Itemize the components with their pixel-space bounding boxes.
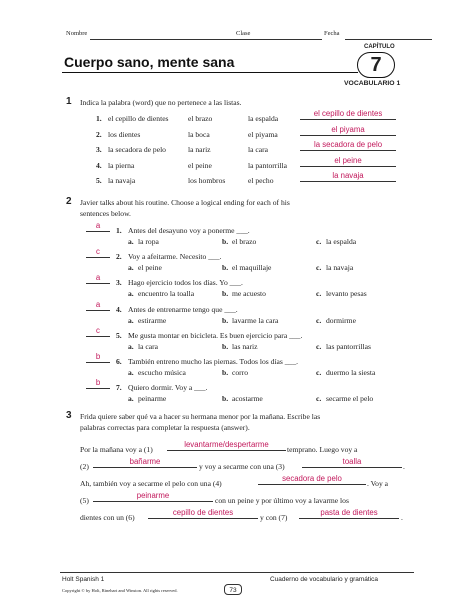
item-text: Voy a afeitarme. Necesito ___. [128,252,222,262]
option-c: la espalda [326,237,357,246]
answer-blank-2[interactable] [93,458,197,468]
option-a-label: a. [128,315,134,325]
option-a: peinarme [138,394,167,404]
option-b: me acuesto [232,289,266,299]
nombre-label: Nombre [66,30,88,37]
word-b: la boca [188,129,210,139]
answer-letter: a [95,299,101,309]
word-a: la navaja [108,176,136,185]
answer-blank[interactable] [300,126,396,136]
section2-instruction-2: sentences below. [80,209,131,218]
answer-text: la secadora de pelo [313,140,383,149]
word-c: la pantorrilla [248,160,288,170]
word-c: la cara [248,145,269,154]
section3-number: 3 [66,410,72,421]
page-number-badge [224,584,242,595]
option-c-label: c. [316,394,322,404]
word-c: el piyama [248,129,278,139]
item-number: 4. [116,304,122,314]
answer-text: el peine [334,155,362,165]
answer-text: la navaja [332,171,364,180]
row-number: 1. [96,114,102,123]
answer-blank[interactable] [86,379,110,389]
option-a: encuentro la toalla [138,289,195,299]
option-a-label: a. [128,368,134,377]
option-a-label: a. [128,237,134,246]
option-c: secarme el pelo [326,394,374,404]
row-number: 5. [96,176,102,185]
answer-letter: c [96,247,100,257]
option-b: el maquillaje [232,263,272,273]
nombre-line[interactable] [90,39,262,40]
option-b: las nariz [232,341,258,351]
answer-letter: b [95,352,101,361]
answer-blank[interactable] [86,353,110,363]
row-number: 3. [96,145,102,154]
footer-rule [60,572,414,573]
option-c-label: c. [316,289,322,299]
answer-blank-5[interactable] [93,492,213,502]
answer-blank-4[interactable] [258,475,366,485]
answer-letter: a [95,221,101,230]
option-a: escucho música [138,368,186,377]
passage-line2-c: . [403,462,405,471]
item-number: 6. [116,357,122,366]
word-a: los dientes [108,129,141,139]
answer-1: levantarme/despertarme [184,440,269,449]
option-a-label: a. [128,394,134,404]
answer-4: secadora de pelo [282,474,342,483]
option-b: lavarme la cara [232,315,279,325]
footer-workbook: Cuaderno de vocabulario y gramática [270,576,379,583]
answer-blank-3[interactable] [302,458,402,468]
option-c: las pantorrillas [326,341,371,351]
passage-line4-a: (5) [80,496,89,505]
row-number: 4. [96,160,102,170]
option-c-label: c. [316,368,322,377]
option-a: el peine [138,263,162,273]
answer-blank[interactable] [300,172,396,182]
section3-instruction-1: Frida quiere saber qué va a hacer su hermana menor por la mañana. Escribe las [80,412,321,421]
item-number: 1. [116,226,122,235]
answer-blank[interactable] [300,141,396,151]
word-b: los hombros [188,176,226,185]
item-number: 7. [116,383,122,393]
fecha-label: Fecha [324,30,340,37]
option-c-label: c. [316,237,322,246]
item-text: Me gusta montar en bicicleta. Es buen ejercicio para ___. [128,330,303,340]
item-text: También entreno mucho las piernas. Todos los días ___. [128,357,299,366]
answer-letter: c [96,325,100,335]
answer-blank-7[interactable] [299,509,399,519]
option-c: levanto pesas [326,289,367,299]
answer-letter: a [95,273,101,283]
footer-copyright: Copyright © by Holt, Rinehart and Winston. All rights reserved. [62,588,178,593]
chapter-number: 7 [370,54,382,76]
answer-blank[interactable] [86,301,110,311]
item-text: Antes de entrenarme tengo que ___. [128,304,238,314]
item-text: Hago ejercicio todos los días. Yo ___. [128,278,243,288]
item-number: 2. [116,252,122,262]
word-b: el peine [188,160,212,170]
answer-3: toalla [342,457,362,466]
title-rule [62,72,358,73]
passage-line1-a: Por la mañana voy a (1) [80,445,153,454]
item-text: Quiero dormir. Voy a ___. [128,383,208,393]
word-a: la pierna [108,160,135,170]
passage-line5-c: . [401,513,403,522]
section3-instruction-2: palabras correctas para completar la respuesta (answer). [80,423,250,432]
answer-blank-1[interactable] [167,441,286,451]
item-number: 3. [116,278,122,288]
passage-line5-a: dientes con un (6) [80,513,135,522]
answer-blank[interactable] [300,110,396,120]
option-c-label: c. [316,341,322,351]
option-b-label: b. [222,237,229,246]
option-b-label: b. [222,263,229,273]
answer-blank[interactable] [86,274,110,284]
option-c: duermo la siesta [326,368,376,377]
word-b: el brazo [188,114,213,123]
answer-blank[interactable] [86,222,110,232]
header-fields [52,30,432,42]
fecha-line[interactable] [345,39,432,40]
answer-5: peinarme [136,491,170,500]
footer-book: Holt Spanish 1 [62,576,105,583]
passage-line4-b: con un peine y por último voy a lavarme los [215,496,349,505]
item-text: Antes del desayuno voy a ponerme ___. [128,226,250,235]
option-b-label: b. [222,289,229,299]
passage-line2-b: y voy a secarme con una (3) [199,462,285,471]
clase-label: Clase [236,30,251,37]
section2-instruction-1: Javier talks about his routine. Choose a logical ending for each of his [80,198,290,207]
section1-number: 1 [66,96,72,107]
chapter-number-badge [357,52,395,78]
page-number: 73 [229,587,237,594]
option-a-label: a. [128,289,134,299]
option-b-label: b. [222,394,229,404]
option-b-label: b. [222,368,229,377]
word-a: la secadora de pelo [108,145,166,154]
section2-number: 2 [66,196,72,207]
option-a-label: a. [128,341,134,351]
passage-line5-b: y con (7) [260,513,288,522]
row-number: 2. [96,129,102,139]
option-b: acostarme [232,394,263,404]
answer-blank[interactable] [86,327,110,337]
vocab-label: VOCABULARIO 1 [344,80,401,87]
answer-7: pasta de dientes [320,508,378,517]
capitulo-label: CAPÍTULO [364,44,395,50]
option-a-label: a. [128,263,134,273]
option-a: la ropa [138,237,159,246]
answer-2: bañarme [129,457,161,466]
item-number: 5. [116,330,122,340]
option-b: el brazo [232,237,257,246]
passage-line3-b: . Voy a [367,479,389,488]
answer-6: cepillo de dientes [172,508,234,517]
option-c-label: c. [316,263,322,273]
passage-line3-a: Ah, también voy a secarme el pelo con una (4) [80,479,222,488]
passage-line1-b: temprano. Luego voy a [287,445,358,454]
section1-instruction: Indica la palabra (word) que no pertenece a las listas. [80,98,242,107]
answer-blank[interactable] [86,248,110,258]
answer-text: el cepillo de dientes [313,109,383,118]
passage-line2-a: (2) [80,462,89,471]
clase-line[interactable] [256,39,322,40]
answer-blank[interactable] [300,157,396,167]
word-c: el pecho [248,176,274,185]
option-c-label: c. [316,315,322,325]
word-a: el cepillo de dientes [108,114,169,123]
option-a: la cara [138,341,159,351]
option-c: la navaja [326,263,354,273]
word-c: la espalda [248,114,279,123]
answer-letter: b [95,378,101,388]
word-b: la nariz [188,145,211,154]
answer-text: el piyama [331,124,365,134]
answer-blank-6[interactable] [148,509,258,519]
option-b: corro [232,368,249,377]
option-b-label: b. [222,341,229,351]
option-b-label: b. [222,315,229,325]
option-c: dormirme [326,315,356,325]
page-title: Cuerpo sano, mente sana [64,54,235,70]
option-a: estirarme [138,315,167,325]
